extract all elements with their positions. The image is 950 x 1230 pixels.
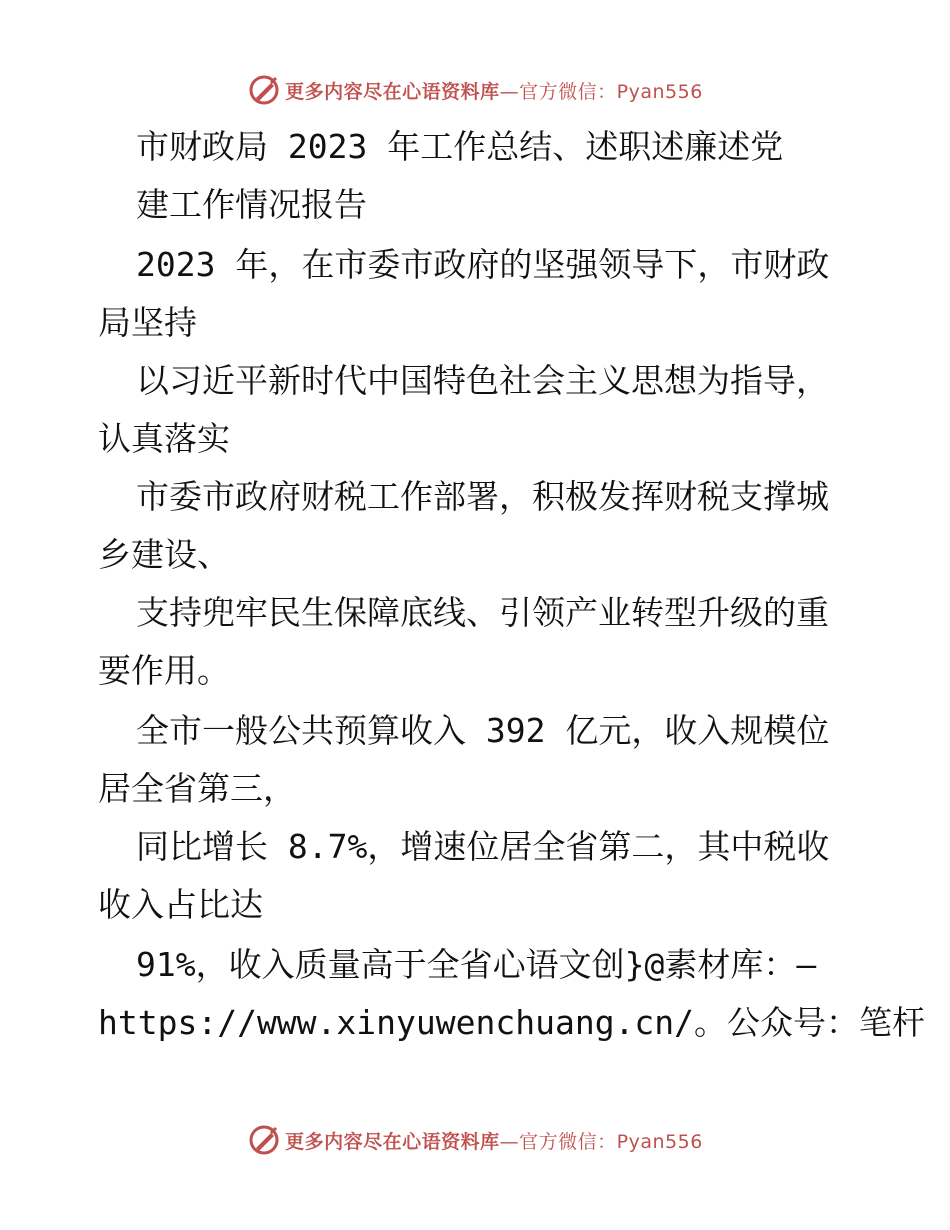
document-title-line-1: 市财政局 2023 年工作总结、述职述廉述党 bbox=[136, 127, 784, 166]
paragraph-line: 全市一般公共预算收入 392 亿元，收入规模位 bbox=[136, 711, 830, 750]
paragraph-line: 同比增长 8.7%，增速位居全省第二，其中税收 bbox=[136, 827, 830, 866]
watermark-text bbox=[285, 1127, 703, 1154]
paragraph-line: 市委市政府财税工作部署，积极发挥财税支撑城 bbox=[136, 477, 829, 516]
header-watermark bbox=[0, 70, 950, 110]
paragraph-line: 乡建设、 bbox=[98, 535, 230, 574]
paragraph-line: 认真落实 bbox=[98, 419, 230, 458]
watermark-wechat: 官方微信：Pyan556 bbox=[519, 80, 703, 103]
pen-logo-icon bbox=[247, 1123, 281, 1157]
paragraph-line: 居全省第三， bbox=[98, 769, 296, 808]
paragraph-line: 支持兜牢民生保障底线、引领产业转型升级的重 bbox=[136, 593, 829, 632]
watermark-wechat: 官方微信：Pyan556 bbox=[519, 1130, 703, 1153]
watermark-separator: — bbox=[499, 1130, 520, 1153]
paragraph-line: 收入占比达 bbox=[98, 885, 263, 924]
paragraph-line: 以习近平新时代中国特色社会主义思想为指导， bbox=[136, 361, 829, 400]
pen-logo-icon bbox=[247, 73, 281, 107]
paragraph-line: 2023 年，在市委市政府的坚强领导下，市财政 bbox=[136, 245, 830, 284]
footer-watermark bbox=[0, 1120, 950, 1160]
paragraph-line: 局坚持 bbox=[98, 303, 197, 342]
paragraph-line: 91%，收入质量高于全省心语文创}@素材库：— bbox=[136, 945, 817, 984]
watermark-main: 更多内容尽在心语资料库 bbox=[285, 80, 500, 103]
watermark-main: 更多内容尽在心语资料库 bbox=[285, 1130, 500, 1153]
watermark-text bbox=[285, 77, 703, 104]
document-title-line-2: 建工作情况报告 bbox=[136, 185, 367, 224]
watermark-separator: — bbox=[499, 80, 520, 103]
paragraph-line: https://www.xinyuwenchuang.cn/。公众号：笔杆 bbox=[98, 1003, 926, 1042]
paragraph-line: 要作用。 bbox=[98, 651, 230, 690]
